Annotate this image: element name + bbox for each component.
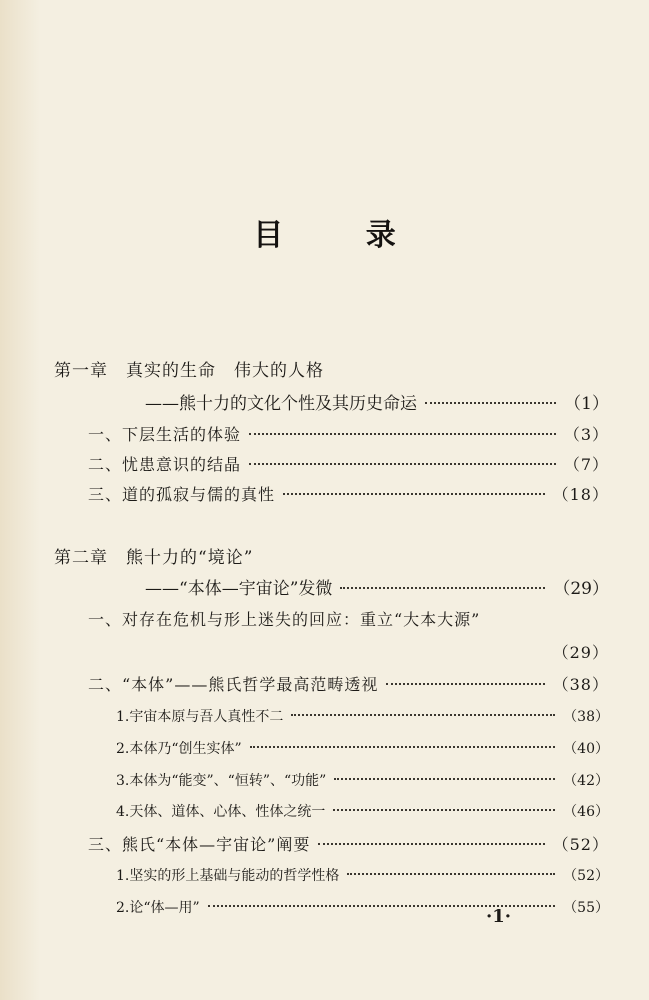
toc-entry-page: （18） — [552, 485, 609, 504]
toc-entry — [88, 672, 609, 695]
toc-subentry-label: 1.坚实的形上基础与能动的哲学性格 — [116, 868, 340, 884]
toc-subentry-page: （42） — [563, 773, 609, 789]
toc-subentry-label: 2.论“体—用” — [116, 900, 200, 916]
toc-entry-page: （52） — [552, 835, 609, 854]
toc-subentry-page: （46） — [563, 804, 609, 820]
toc-entry-label: 二、忧患意识的结晶 — [88, 455, 242, 474]
leader-dots — [283, 493, 545, 495]
toc-entry — [88, 452, 609, 475]
toc-subentry-label: 3.本体为“能变”、“恒转”、“功能” — [116, 773, 327, 789]
toc-entry-page: （38） — [552, 675, 609, 694]
chapter-2-subtitle: ——“本体—宇宙论”发微 — [145, 579, 333, 599]
chapter-1-heading — [54, 356, 609, 381]
toc-subentry — [116, 865, 609, 885]
toc-entry-page: （29） — [552, 643, 609, 662]
toc-entry-page: （7） — [563, 455, 609, 474]
toc-subentry-page: （52） — [563, 868, 609, 884]
chapter-2-heading — [54, 543, 609, 568]
toc-subentry-label: 4.天体、道体、心体、性体之统一 — [116, 804, 326, 820]
toc-subentry — [116, 770, 609, 790]
toc-subentry — [116, 897, 609, 917]
toc-entry-label: 一、对存在危机与形上迷失的回应：重立“大本大源” — [88, 610, 481, 629]
toc-entry-label: 三、熊氏“本体—宇宙论”阐要 — [88, 835, 311, 854]
page-number: ·1· — [486, 906, 512, 927]
chapter-2-subtitle-row — [145, 574, 609, 599]
leader-dots — [425, 402, 556, 404]
toc-entry-label: 三、道的孤寂与儒的真性 — [88, 485, 276, 504]
leader-dots — [249, 433, 556, 435]
toc-subentry-page: （38） — [563, 709, 609, 725]
leader-dots — [318, 843, 544, 845]
toc-subentry-label: 2.本体乃“创生实体” — [116, 741, 242, 757]
toc-entry-page: （3） — [563, 425, 609, 444]
chapter-1-subtitle: ——熊十力的文化个性及其历史命运 — [145, 394, 417, 414]
chapter-2-page: （29） — [553, 579, 609, 599]
chapter-1-subtitle-row — [145, 389, 609, 414]
toc-subentry — [116, 706, 609, 726]
toc-subentry — [116, 738, 609, 758]
leader-dots — [334, 778, 555, 780]
toc-entry-label: 二、“本体”——熊氏哲学最高范畴透视 — [88, 675, 379, 694]
chapter-1-title: 第一章 真实的生命 伟大的人格 — [54, 361, 324, 381]
leader-dots — [250, 746, 556, 748]
leader-dots — [386, 683, 544, 685]
toc-subentry — [116, 801, 609, 821]
toc-subentry-label: 1.宇宙本原与吾人真性不二 — [116, 709, 284, 725]
chapter-2-title: 第二章 熊十力的“境论” — [54, 548, 254, 568]
toc-entry-continuation — [88, 640, 609, 663]
toc-entry — [88, 482, 609, 505]
leader-dots — [333, 809, 555, 811]
toc-entry — [88, 607, 609, 630]
page-title: 目 录 — [253, 218, 432, 253]
leader-dots — [347, 873, 555, 875]
toc-subentry-page: （55） — [563, 900, 609, 916]
leader-dots — [340, 587, 545, 589]
toc-entry-label: 一、下层生活的体验 — [88, 425, 242, 444]
toc-subentry-page: （40） — [563, 741, 609, 757]
chapter-1-page: （1） — [564, 394, 609, 414]
leader-dots — [291, 714, 555, 716]
toc-entry — [88, 832, 609, 855]
leader-dots — [249, 463, 556, 465]
toc-entry — [88, 422, 609, 445]
